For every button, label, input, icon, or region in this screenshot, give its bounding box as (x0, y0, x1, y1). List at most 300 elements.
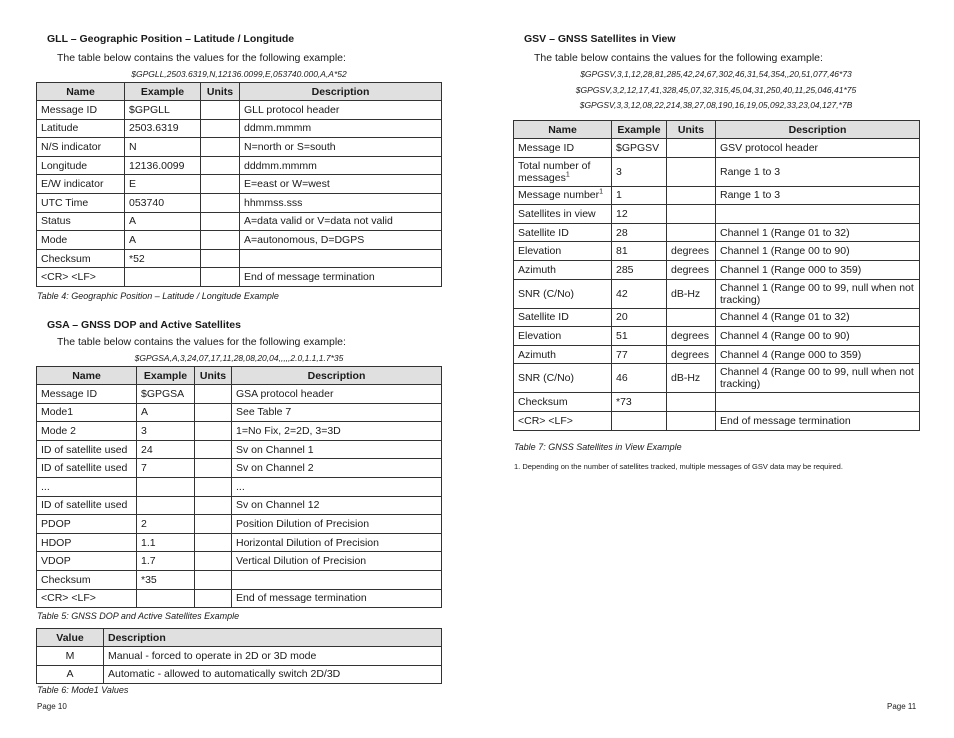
cell-text: Satellite ID (518, 226, 569, 239)
table-row (514, 393, 920, 412)
cell-text: *52 (129, 252, 145, 265)
cell-text: GSA protocol header (236, 387, 334, 400)
cell-text: 3 (616, 165, 622, 178)
table-cell-example (125, 138, 201, 157)
col-header-units: Units (667, 121, 716, 139)
cell-text: E=east or W=west (244, 178, 330, 191)
table-cell-name (514, 327, 612, 346)
table-cell-example (612, 411, 667, 430)
table-cell-units (667, 242, 716, 261)
table-row (37, 459, 442, 478)
table-row (37, 249, 442, 268)
cell-text: degrees (671, 329, 709, 342)
table-cell-name (37, 515, 137, 534)
table-cell-description (716, 308, 920, 327)
cell-text: Automatic - allowed to automatically switch 2D/3D (108, 668, 341, 681)
table-cell-name (37, 477, 137, 496)
table-cell-example (137, 589, 195, 608)
cell-text: 1.1 (141, 536, 156, 549)
table-cell-description (232, 477, 442, 496)
table-cell-units (201, 249, 240, 268)
table-cell-name (514, 260, 612, 279)
cell-text: End of message termination (236, 592, 367, 605)
cell-text: 77 (616, 348, 628, 361)
cell-text: 3 (141, 424, 147, 437)
cell-text: See Table 7 (236, 406, 292, 419)
table-cell-description (240, 156, 442, 175)
table-cell-units (195, 477, 232, 496)
cell-text: UTC Time (41, 196, 89, 209)
gll-section-title: GLL – Geographic Position – Latitude / Longitude (47, 33, 295, 45)
table-row (37, 403, 442, 422)
cell-text: degrees (671, 348, 709, 361)
table-row (514, 327, 920, 346)
table-cell-example (137, 570, 195, 589)
cell-text: Message ID (41, 387, 98, 400)
table-row (37, 268, 442, 287)
col-header-description: Description (716, 121, 920, 139)
cell-text: dddmm.mmmm (244, 159, 317, 172)
table-cell-example (137, 403, 195, 422)
gsa-table-caption: Table 5: GNSS DOP and Active Satellites Example (37, 611, 240, 621)
table-cell-description (240, 119, 442, 138)
cell-text: Azimuth (518, 348, 556, 361)
gll-intro: The table below contains the values for the following example: (57, 52, 346, 64)
table-cell-description (716, 139, 920, 158)
table-row (37, 647, 442, 666)
table-cell-name (514, 223, 612, 242)
table-cell-example (612, 345, 667, 364)
table-cell-description (232, 440, 442, 459)
cell-text: 1.7 (141, 555, 156, 568)
table-cell-example (137, 496, 195, 515)
table-cell-name (37, 440, 137, 459)
table-cell-description (232, 552, 442, 571)
cell-text: HDOP (41, 536, 72, 549)
table-cell-description (716, 242, 920, 261)
table-cell-name (37, 138, 125, 157)
table-cell-example (612, 242, 667, 261)
gsv-table-caption: Table 7: GNSS Satellites in View Example (514, 442, 682, 452)
col-header-name: Name (37, 367, 137, 385)
table-cell-units (195, 496, 232, 515)
cell-text: 81 (616, 245, 628, 258)
cell-text: Sv on Channel 2 (236, 462, 314, 475)
table-cell-units (201, 268, 240, 287)
gsv-intro: The table below contains the values for the following example: (534, 52, 823, 64)
table-cell-units (667, 327, 716, 346)
table-cell-name (37, 552, 137, 571)
gll-table-caption: Table 4: Geographic Position – Latitude / Longitude Example (37, 291, 279, 301)
table-cell-units (667, 260, 716, 279)
col-header-units: Units (195, 367, 232, 385)
table-cell-description (716, 223, 920, 242)
table-cell-description (716, 205, 920, 224)
table-cell-name (37, 496, 137, 515)
cell-text: Channel 1 (Range 01 to 32) (720, 226, 850, 239)
cell-text: End of message termination (244, 271, 375, 284)
table-cell-example (612, 393, 667, 412)
mode1-table (36, 628, 442, 684)
table-row (514, 279, 920, 308)
table-cell-units (667, 186, 716, 205)
table-row (37, 496, 442, 515)
cell-text: ID of satellite used (41, 462, 128, 475)
page-number-left: Page 10 (37, 702, 67, 711)
table-row (37, 175, 442, 194)
table-cell-units (667, 345, 716, 364)
table-cell-description (240, 193, 442, 212)
col-header-example: Example (612, 121, 667, 139)
table-row (514, 139, 920, 158)
cell-text: Checksum (41, 252, 91, 265)
cell-text: Satellites in view (518, 207, 596, 220)
cell-text: Channel 1 (Range 00 to 90) (720, 245, 850, 258)
gsv-table-header (514, 121, 920, 139)
table-row (37, 665, 442, 684)
cell-text: 2503.6319 (129, 122, 179, 135)
table-row (514, 411, 920, 430)
cell-text: Vertical Dilution of Precision (236, 555, 367, 568)
cell-text: SNR (C/No) (518, 287, 575, 300)
table-cell-example (137, 533, 195, 552)
table-cell-units (667, 411, 716, 430)
cell-text: 20 (616, 311, 628, 324)
cell-text: Mode 2 (41, 424, 77, 437)
cell-text: Checksum (518, 396, 568, 409)
table-row (37, 422, 442, 441)
table-cell-units (195, 459, 232, 478)
table-cell-description (240, 212, 442, 231)
gll-example-sentence: $GPGLL,2503.6319,N,12136.0099,E,053740.000,A,A*52 (131, 69, 347, 79)
table-cell-description (716, 260, 920, 279)
col-header-example: Example (137, 367, 195, 385)
table-cell-units (667, 364, 716, 393)
table-cell-example (612, 157, 667, 186)
col-header-description: Description (240, 83, 442, 101)
gll-table-header (37, 83, 442, 101)
cell-text: M (65, 649, 75, 662)
right-page (477, 0, 954, 738)
table-cell-example (612, 279, 667, 308)
cell-text: Status (41, 215, 71, 228)
table-row (514, 364, 920, 393)
table-cell-description (716, 279, 920, 308)
table-row (37, 477, 442, 496)
col-header-description: Description (104, 629, 442, 647)
table-cell-units (201, 212, 240, 231)
cell-text: Channel 4 (Range 00 to 90) (720, 329, 850, 342)
table-cell-name (514, 279, 612, 308)
table-cell-example (612, 223, 667, 242)
table-cell-units (201, 119, 240, 138)
table-cell-units (195, 403, 232, 422)
table-cell-units (201, 138, 240, 157)
cell-text: 42 (616, 287, 628, 300)
cell-text: A (129, 233, 137, 246)
cell-text: <CR> <LF> (41, 271, 96, 284)
footnote-marker: 1 (565, 171, 570, 179)
table-row (37, 231, 442, 250)
table-row (514, 223, 920, 242)
table-cell-description (716, 327, 920, 346)
table-cell-example (125, 193, 201, 212)
cell-text: 51 (616, 329, 628, 342)
table-cell-name (37, 385, 137, 404)
table-cell-name (514, 157, 612, 186)
cell-text: *73 (616, 396, 632, 409)
table-cell-example (137, 422, 195, 441)
col-header-units: Units (201, 83, 240, 101)
cell-text: Elevation (518, 329, 562, 342)
table-cell-name (37, 175, 125, 194)
table-cell-name (514, 411, 612, 430)
mode1-table-caption: Table 6: Mode1 Values (37, 685, 129, 695)
table-cell-example (137, 477, 195, 496)
cell-text: Checksum (41, 573, 91, 586)
cell-text: degrees (671, 245, 709, 258)
table-cell-units (195, 570, 232, 589)
cell-text: 053740 (129, 196, 165, 209)
table-cell-name (514, 308, 612, 327)
table-cell-example (125, 101, 201, 120)
table-cell-description (716, 411, 920, 430)
cell-text: PDOP (41, 517, 71, 530)
cell-text: ... (236, 480, 245, 493)
table-cell-units (201, 175, 240, 194)
cell-text: E/W indicator (41, 178, 104, 191)
cell-text: 12136.0099 (129, 159, 185, 172)
cell-text: Total number of messages (518, 159, 591, 184)
cell-text: GSV protocol header (720, 141, 819, 154)
cell-text: End of message termination (720, 414, 851, 427)
cell-text: N/S indicator (41, 140, 102, 153)
table-cell-name (514, 393, 612, 412)
cell-text: 1 (616, 189, 622, 202)
cell-text: E (129, 178, 137, 191)
table-cell-units (667, 157, 716, 186)
table-cell-description (240, 138, 442, 157)
cell-text: Channel 4 (Range 00 to 99, null when not tracking) (720, 366, 914, 391)
table-cell-units (195, 589, 232, 608)
table-row (514, 260, 920, 279)
table-cell-example (125, 212, 201, 231)
gsa-example-sentence: $GPGSA,A,3,24,07,17,11,28,08,20,04,,,,,2.0,1.1,1.7*35 (134, 353, 344, 363)
table-cell-description (232, 570, 442, 589)
table-cell-name (37, 533, 137, 552)
table-cell-name (514, 139, 612, 158)
table-cell-description (104, 647, 442, 666)
table-cell-name (514, 186, 612, 205)
cell-text: Satellite ID (518, 311, 569, 324)
gsa-table-header (37, 367, 442, 385)
gsv-section-title: GSV – GNSS Satellites in View (524, 33, 676, 45)
cell-text: 1=No Fix, 2=2D, 3=3D (236, 424, 341, 437)
table-cell-name (37, 570, 137, 589)
table-cell-example (612, 327, 667, 346)
table-row (37, 138, 442, 157)
cell-text: <CR> <LF> (518, 414, 573, 427)
cell-text: Channel 1 (Range 000 to 359) (720, 263, 862, 276)
cell-text: dB-Hz (671, 372, 701, 385)
table-cell-units (201, 231, 240, 250)
table-cell-example (612, 308, 667, 327)
cell-text: Longitude (41, 159, 88, 172)
table-cell-example (137, 552, 195, 571)
table-cell-units (201, 101, 240, 120)
table-row (37, 101, 442, 120)
table-row (37, 212, 442, 231)
cell-text: Message ID (518, 141, 575, 154)
cell-text: 12 (616, 207, 628, 220)
table-cell-units (195, 440, 232, 459)
cell-text: $GPGSA (141, 387, 185, 400)
gsv-example-sentence-2: $GPGSV,3,2,12,17,41,328,45,07,32,315,45,04,31,250,40,11,25,046,41*75 (575, 85, 857, 95)
cell-text: N=north or S=south (244, 140, 336, 153)
cell-text: Mode1 (41, 406, 74, 419)
table-cell-name (514, 345, 612, 364)
cell-text: 2 (141, 517, 147, 530)
table-cell-example (137, 440, 195, 459)
page-number-right: Page 11 (887, 702, 917, 711)
cell-text: Latitude (41, 122, 79, 135)
table-cell-value (37, 647, 104, 666)
cell-text: dB-Hz (671, 287, 701, 300)
table-cell-example (137, 385, 195, 404)
table-cell-description (232, 589, 442, 608)
cell-text: Message number (518, 189, 600, 202)
table-cell-units (195, 385, 232, 404)
table-cell-description (232, 515, 442, 534)
table-cell-description (240, 249, 442, 268)
cell-text: $GPGLL (129, 103, 170, 116)
table-cell-example (125, 231, 201, 250)
table-cell-units (667, 279, 716, 308)
table-cell-description (232, 403, 442, 422)
cell-text: A (66, 668, 74, 681)
cell-text: VDOP (41, 555, 71, 568)
table-cell-name (37, 101, 125, 120)
table-cell-units (667, 205, 716, 224)
gsv-example-sentence-3: $GPGSV,3,3,12,08,22,214,38,27,08,190,16,19,05,092,33,23,04,127,*7B (579, 100, 853, 110)
table-cell-units (201, 193, 240, 212)
mode1-table-header (37, 629, 442, 647)
table-cell-name (37, 268, 125, 287)
table-cell-example (612, 205, 667, 224)
table-cell-name (37, 156, 125, 175)
table-cell-example (612, 139, 667, 158)
table-row (514, 157, 920, 186)
cell-text: Message ID (41, 103, 98, 116)
table-cell-description (240, 101, 442, 120)
table-cell-name (37, 422, 137, 441)
cell-text: 46 (616, 372, 628, 385)
table-cell-description (232, 385, 442, 404)
cell-text: Elevation (518, 245, 562, 258)
cell-text: A (129, 215, 137, 228)
gsv-table (513, 120, 920, 431)
gsa-table (36, 366, 442, 608)
table-cell-units (195, 533, 232, 552)
table-cell-description (232, 422, 442, 441)
table-cell-name (37, 119, 125, 138)
table-cell-example (612, 364, 667, 393)
table-cell-description (716, 393, 920, 412)
cell-text: Horizontal Dilution of Precision (236, 536, 379, 549)
col-header-description: Description (232, 367, 442, 385)
cell-text: Position Dilution of Precision (236, 517, 370, 530)
table-cell-description (240, 268, 442, 287)
cell-text: 28 (616, 226, 628, 239)
table-row (514, 186, 920, 205)
table-cell-name (37, 193, 125, 212)
table-cell-name (514, 364, 612, 393)
cell-text: Manual - forced to operate in 2D or 3D mode (108, 649, 317, 662)
gsv-footnote: 1. Depending on the number of satellites tracked, multiple messages of GSV data may be required. (514, 462, 843, 471)
table-cell-example (137, 515, 195, 534)
table-cell-description (104, 665, 442, 684)
footnote-marker: 1 (599, 188, 604, 196)
table-cell-name (37, 459, 137, 478)
table-cell-name (37, 212, 125, 231)
table-cell-example (125, 119, 201, 138)
col-header-name: Name (514, 121, 612, 139)
cell-text: Azimuth (518, 263, 556, 276)
table-cell-example (125, 156, 201, 175)
cell-text: ... (41, 480, 50, 493)
cell-text: hhmmss.sss (244, 196, 303, 209)
cell-text: 285 (616, 263, 634, 276)
cell-text: *35 (141, 573, 157, 586)
table-row (37, 156, 442, 175)
table-cell-example (125, 268, 201, 287)
table-cell-description (716, 364, 920, 393)
table-row (37, 552, 442, 571)
table-cell-value (37, 665, 104, 684)
cell-text: A=data valid or V=data not valid (244, 215, 393, 228)
gsv-example-sentence-1: $GPGSV,3,1,12,28,81,285,42,24,67,302,46,31,54,354,,20,51,077,46*73 (580, 69, 852, 79)
table-cell-units (667, 393, 716, 412)
cell-text: Range 1 to 3 (720, 165, 781, 178)
cell-text: Channel 1 (Range 00 to 99, null when not tracking) (720, 281, 914, 306)
table-cell-description (240, 175, 442, 194)
cell-text: A (141, 406, 149, 419)
gll-table (36, 82, 442, 287)
col-header-value: Value (37, 629, 104, 647)
table-cell-units (195, 552, 232, 571)
table-cell-name (37, 589, 137, 608)
table-cell-description (716, 186, 920, 205)
gsa-intro: The table below contains the values for the following example: (57, 336, 346, 348)
table-cell-units (667, 139, 716, 158)
cell-text: Mode (41, 233, 68, 246)
table-row (37, 533, 442, 552)
table-row (37, 119, 442, 138)
table-cell-name (514, 205, 612, 224)
table-cell-units (195, 422, 232, 441)
cell-text: SNR (C/No) (518, 372, 575, 385)
table-cell-description (716, 157, 920, 186)
col-header-example: Example (125, 83, 201, 101)
table-row (514, 308, 920, 327)
cell-text: A=autonomous, D=DGPS (244, 233, 365, 246)
table-cell-description (232, 533, 442, 552)
table-row (37, 385, 442, 404)
cell-text: Range 1 to 3 (720, 189, 781, 202)
cell-text: $GPGSV (616, 141, 660, 154)
table-row (514, 242, 920, 261)
gsa-section-title: GSA – GNSS DOP and Active Satellites (47, 319, 241, 331)
